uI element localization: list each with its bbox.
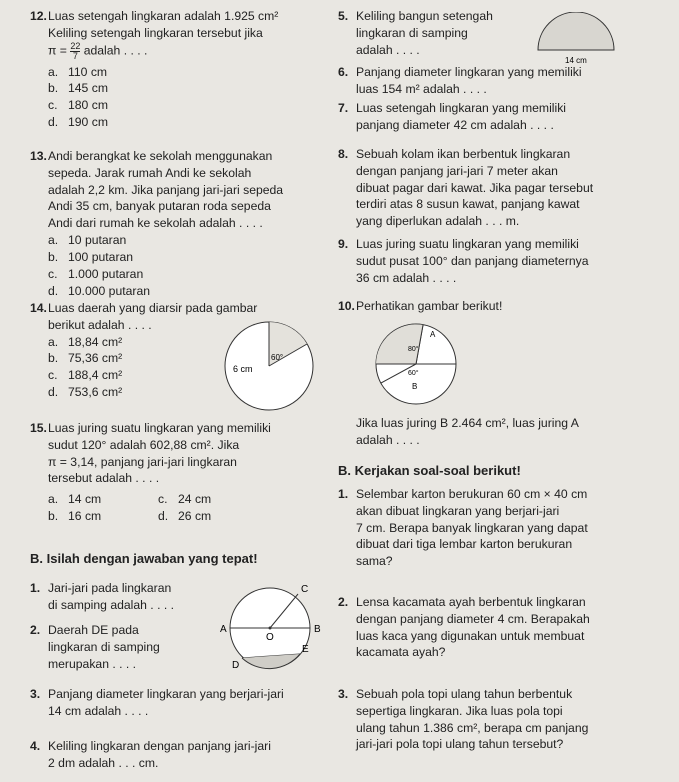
section-heading: B. Kerjakan soal-soal berikut!: [338, 463, 521, 478]
svg-text:80°: 80°: [408, 345, 419, 353]
option[interactable]: a. 110 cm: [48, 64, 108, 79]
question-number: 1.: [338, 487, 349, 501]
svg-text:B: B: [314, 624, 321, 635]
question-text: Sebuah kolam ikan berbentuk lingkaran: [356, 147, 571, 161]
question-number: 12.: [30, 9, 47, 23]
question-number: 14.: [30, 301, 47, 315]
question-7: [338, 100, 671, 134]
question-text: Andi dari rumah ke sekolah adalah . . . .: [48, 216, 263, 231]
option[interactable]: d. 753,6 cm²: [48, 385, 123, 400]
question-text: luas 154 m² adalah . . . .: [356, 81, 487, 96]
question-6: [338, 64, 671, 98]
svg-text:E: E: [302, 644, 309, 655]
option[interactable]: d. 26 cm: [158, 509, 212, 524]
question-text: lingkaran di samping: [48, 639, 160, 654]
svg-text:C: C: [301, 584, 309, 595]
question-text: 14 cm adalah . . . .: [48, 703, 149, 718]
option[interactable]: c. 188,4 cm²: [48, 368, 123, 383]
essay-question-2: [338, 594, 671, 661]
question-text: 2 dm adalah . . . cm.: [48, 755, 159, 770]
essay-question-1: [338, 486, 671, 570]
question-text: Keliling lingkaran dengan panjang jari-jari: [48, 739, 271, 753]
question-text: Panjang diameter lingkaran yang berjari-jari: [48, 687, 284, 701]
question-9: [338, 236, 671, 286]
question-text: adalah 2,2 km. Jika panjang jari-jari sepeda: [48, 182, 284, 197]
question-text: Andi 35 cm, banyak putaran roda sepeda: [48, 199, 271, 214]
question-text: berikut adalah . . . .: [48, 317, 152, 332]
question-text: Daerah DE pada: [48, 623, 139, 637]
radius-label: 6 cm: [233, 364, 253, 374]
question-text: Lensa kacamata ayah berbentuk lingkaran: [356, 595, 586, 609]
question-text: panjang diameter 42 cm adalah . . . .: [356, 117, 554, 132]
svg-text:14 cm: 14 cm: [565, 56, 587, 65]
option[interactable]: a. 18,84 cm²: [48, 334, 123, 349]
option[interactable]: b. 75,36 cm²: [48, 351, 123, 366]
question-text: Selembar karton berukuran 60 cm × 40 cm: [356, 487, 588, 501]
option[interactable]: b. 145 cm: [48, 81, 108, 96]
svg-text:B: B: [412, 381, 418, 391]
fill-question-3: [30, 686, 348, 720]
question-text: tersebut adalah . . . .: [48, 471, 160, 486]
question-13: [30, 148, 323, 299]
question-text: terdiri atas 8 susun kawat, panjang kawat: [356, 197, 580, 212]
option[interactable]: a. 14 cm: [48, 492, 102, 507]
svg-text:A: A: [430, 329, 436, 339]
question-text: Sebuah pola topi ulang tahun berbentuk: [356, 687, 573, 701]
question-text: Perhatikan gambar berikut!: [356, 299, 503, 313]
question-text: Jari-jari pada lingkaran: [48, 581, 172, 595]
fill-question-1: [30, 580, 218, 614]
question-5: [338, 8, 671, 65]
question-text: kacamata ayah?: [356, 645, 446, 660]
question-text: adalah . . . .: [356, 432, 420, 447]
option[interactable]: c. 24 cm: [158, 492, 212, 507]
question-text: adalah . . . .: [356, 42, 420, 57]
question-text: Keliling bangun setengah: [356, 9, 493, 23]
question-text: dengan panjang jari-jari 7 meter akan: [356, 163, 558, 178]
option[interactable]: d. 190 cm: [48, 115, 108, 130]
question-text: Luas daerah yang diarsir pada gambar: [48, 301, 258, 315]
question-text: Keliling setengah lingkaran tersebut jika: [48, 25, 263, 40]
question-text: Luas juring suatu lingkaran yang memiliki: [356, 237, 579, 251]
question-number: 2.: [30, 623, 41, 637]
essay-question-3: [338, 686, 671, 753]
question-text: Luas juring suatu lingkaran yang memiliki: [48, 421, 271, 435]
question-text: sama?: [356, 554, 393, 569]
circle-figure: [218, 582, 330, 678]
question-text: 7 cm. Berapa banyak lingkaran yang dapat: [356, 520, 588, 535]
fill-question-4: [30, 738, 348, 772]
question-text: Luas setengah lingkaran yang memiliki: [356, 101, 567, 115]
svg-text:60°: 60°: [408, 369, 419, 377]
svg-text:D: D: [232, 660, 240, 671]
question-number: 6.: [338, 65, 349, 79]
question-text: jari-jari pola topi ulang tahun tersebut?: [356, 737, 564, 752]
question-number: 3.: [338, 687, 349, 701]
sector-circle-figure: [366, 319, 466, 409]
option[interactable]: b. 16 cm: [48, 509, 102, 524]
question-number: 5.: [338, 9, 349, 23]
option[interactable]: c. 180 cm: [48, 98, 108, 113]
question-text: di samping adalah . . . .: [48, 597, 175, 612]
angle-label: 60°: [271, 353, 284, 362]
question-10: [338, 298, 671, 448]
question-text: luas kaca yang digunakan untuk membuat: [356, 628, 585, 643]
section-heading: B. Isilah dengan jawaban yang tepat!: [30, 551, 258, 566]
question-text: yang diperlukan adalah . . . m.: [356, 214, 520, 229]
question-number: 13.: [30, 149, 47, 163]
option[interactable]: c. 1.000 putaran: [48, 266, 144, 281]
fill-question-2: [30, 622, 228, 672]
question-number: 4.: [30, 739, 41, 753]
question-text: ulang tahun 1.386 cm², berapa cm panjang: [356, 720, 589, 735]
question-text: sepertiga lingkaran. Jika luas pola topi: [356, 703, 563, 718]
question-text: Luas setengah lingkaran adalah 1.925 cm²: [48, 9, 279, 23]
question-text: dibuat pagar dari kawat. Jika pagar tersebut: [356, 180, 594, 195]
question-text: merupakan . . . .: [48, 656, 137, 671]
question-text: sepeda. Jarak rumah Andi ke sekolah: [48, 165, 252, 180]
question-number: 8.: [338, 147, 349, 161]
semicircle-figure: [534, 12, 618, 66]
question-8: [338, 146, 671, 230]
option[interactable]: b. 100 putaran: [48, 249, 134, 264]
option[interactable]: d. 10.000 putaran: [48, 283, 150, 298]
question-number: 3.: [30, 687, 41, 701]
question-text: 36 cm adalah . . . .: [356, 270, 457, 285]
question-12: [30, 8, 323, 131]
svg-text:A: A: [220, 624, 227, 635]
svg-text:O: O: [266, 632, 274, 643]
question-number: 1.: [30, 581, 41, 595]
question-number: 7.: [338, 101, 349, 115]
question-text: Andi berangkat ke sekolah menggunakan: [48, 149, 273, 163]
question-text: dengan panjang diameter 4 cm. Berapakah: [356, 611, 590, 626]
question-text: lingkaran di samping: [356, 25, 468, 40]
question-number: 9.: [338, 237, 349, 251]
question-number: 10.: [338, 299, 355, 313]
option[interactable]: a. 10 putaran: [48, 233, 127, 248]
question-text: π = $\frac{22}{7}$ adalah . . . .: [48, 40, 148, 61]
question-text: dibuat dari tiga lembar karton berukuran: [356, 537, 573, 552]
question-15: [30, 420, 323, 525]
question-text: Jika luas juring B 2.464 cm², luas juring A: [356, 415, 579, 430]
question-text: sudut pusat 100° dan panjang diameternya: [356, 253, 589, 268]
question-text: π = 3,14, panjang jari-jari lingkaran: [48, 454, 237, 469]
question-text: akan dibuat lingkaran yang berjari-jari: [356, 503, 560, 518]
question-text: Panjang diameter lingkaran yang memiliki: [356, 65, 582, 79]
question-text: sudut 120° adalah 602,88 cm². Jika: [48, 437, 240, 452]
question-number: 15.: [30, 421, 47, 435]
shaded-circle-figure: [223, 320, 315, 412]
question-number: 2.: [338, 595, 349, 609]
question-14: [30, 300, 328, 401]
